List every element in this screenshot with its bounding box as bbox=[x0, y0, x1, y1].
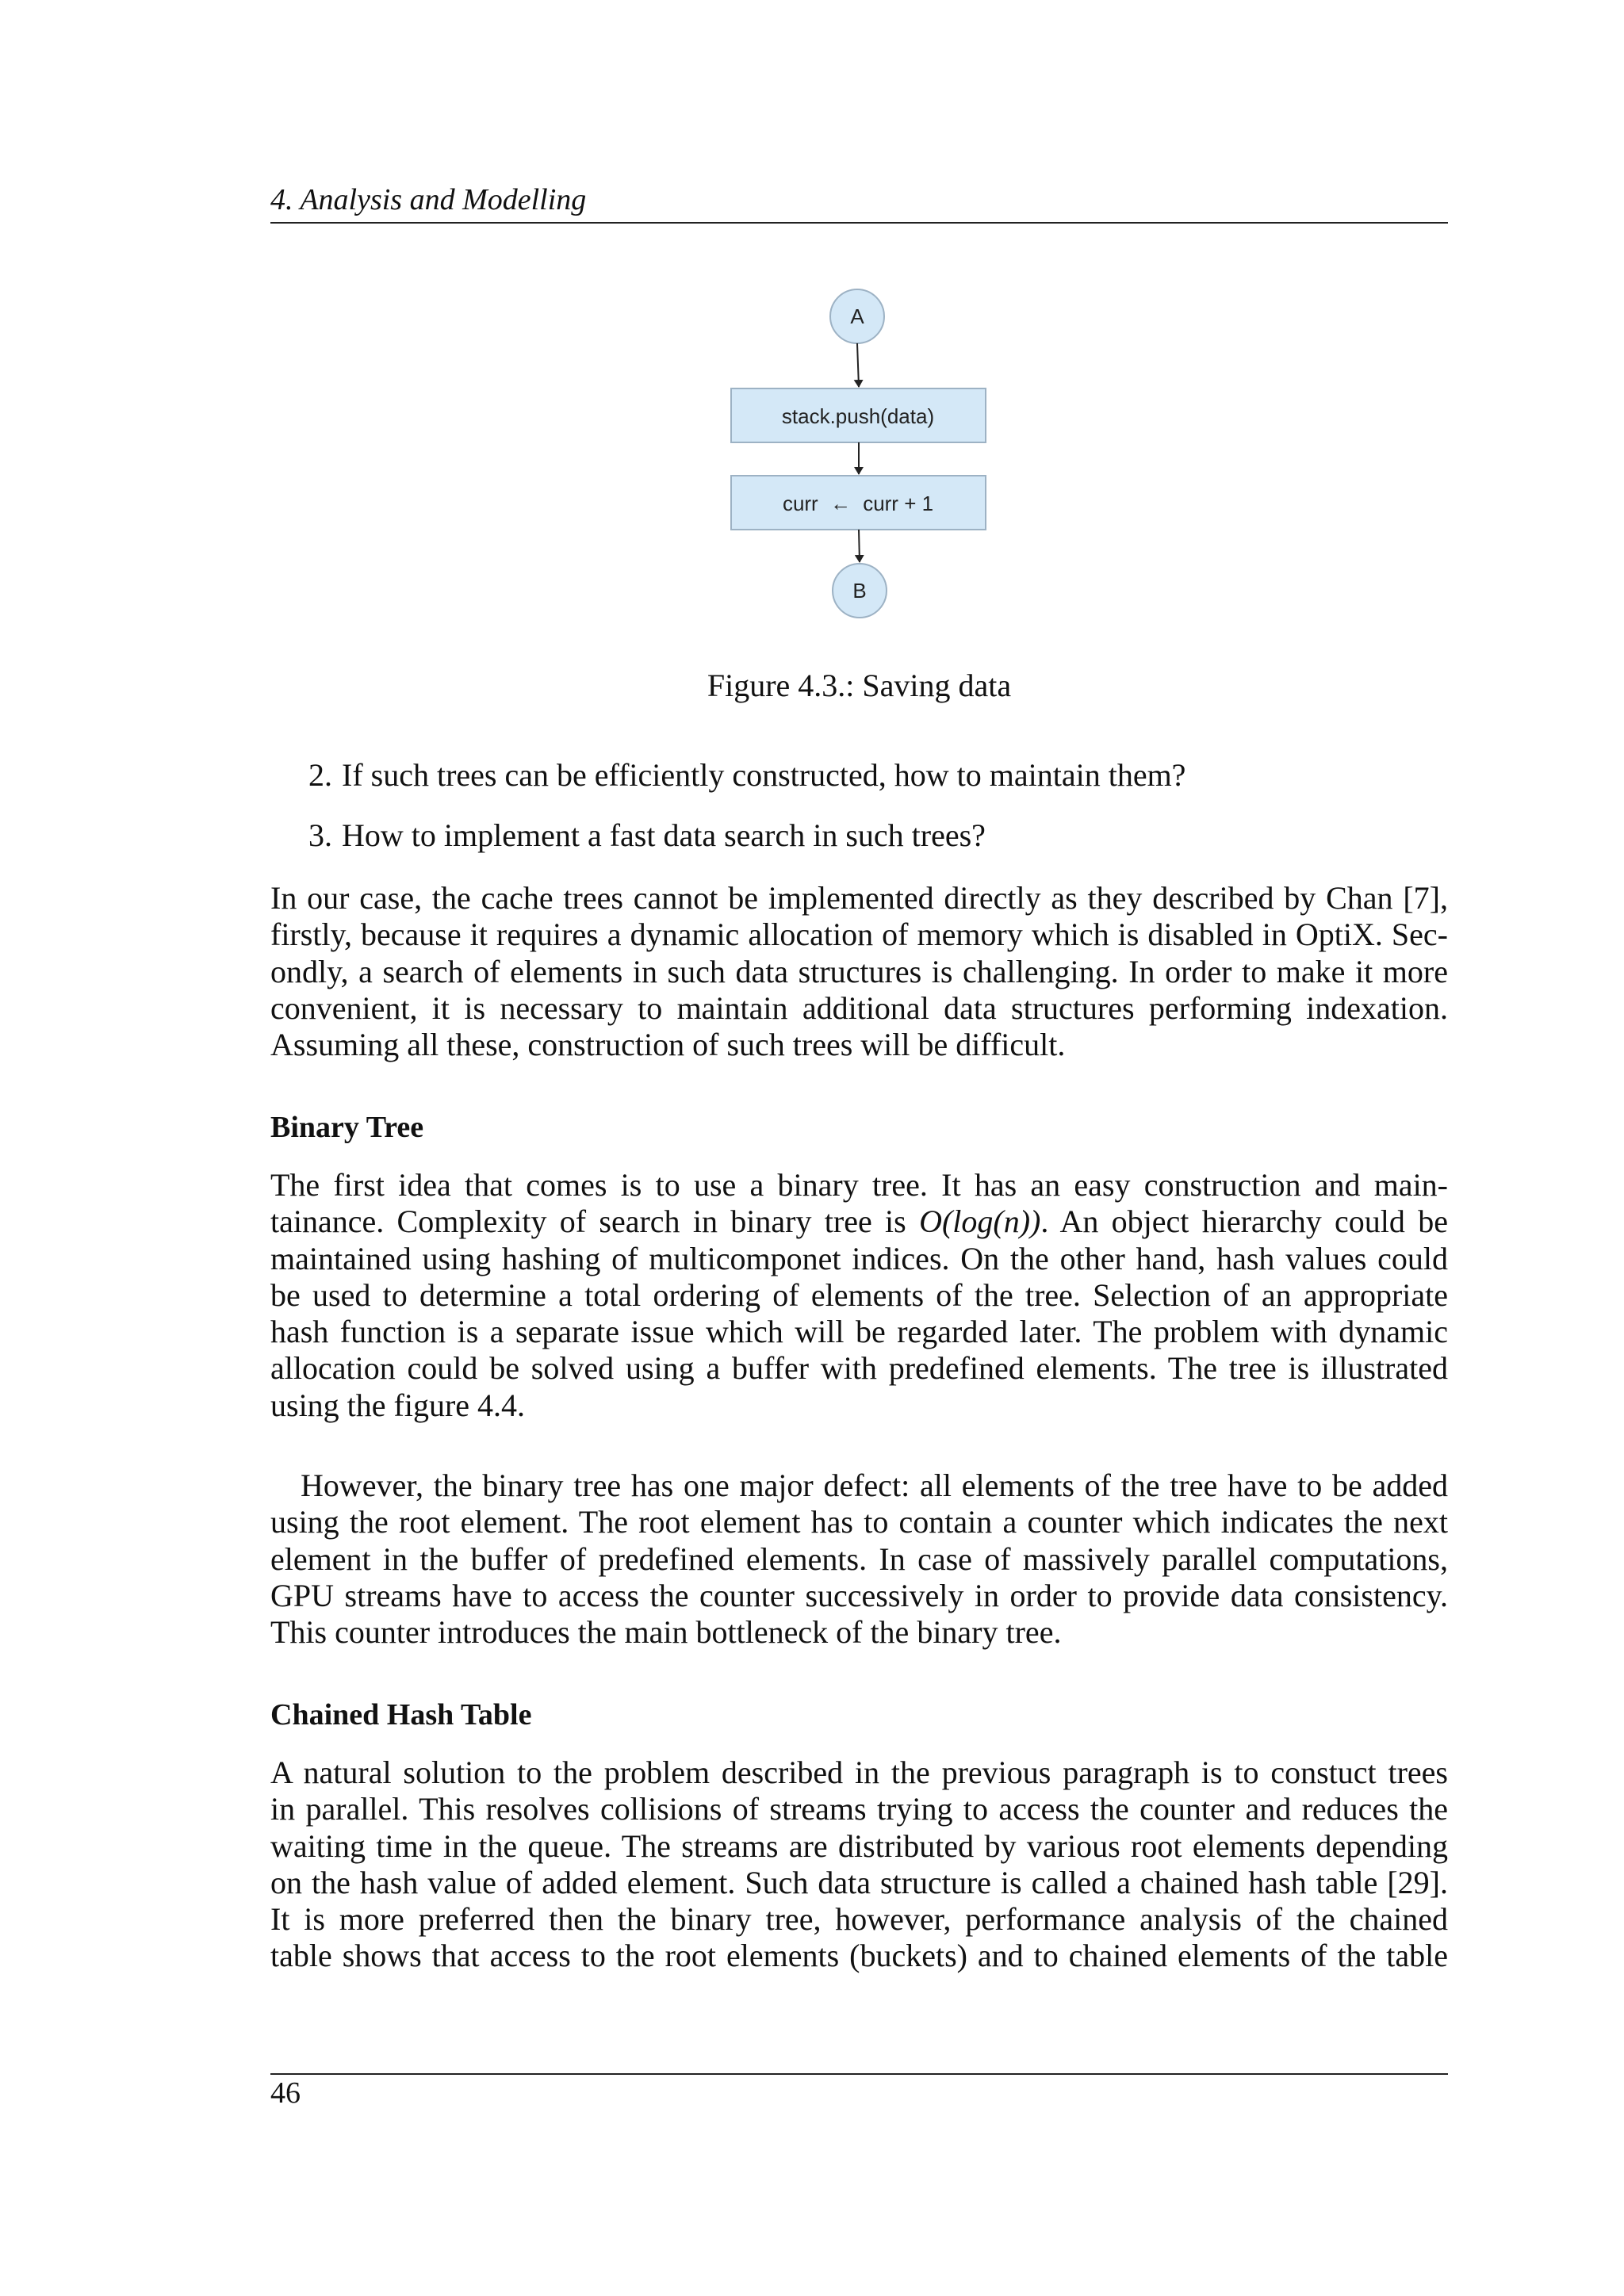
list-number: 2. bbox=[308, 757, 332, 793]
list-text: If such trees can be efficiently constructed, how to maintain them? bbox=[342, 757, 1186, 793]
paragraph-binary-tree bbox=[270, 1167, 1448, 1424]
edge-increment-to-b bbox=[859, 530, 860, 562]
edge-a-to-push bbox=[857, 343, 859, 387]
text-line: using the figure 4.4. bbox=[270, 1387, 526, 1423]
figure-caption: Figure 4.3.: Saving data bbox=[707, 668, 1012, 703]
text-line: in parallel. This resolves collisions of streams trying to access the counter and reduces the bbox=[270, 1791, 1448, 1827]
heading-chained-hash-table: Chained Hash Table bbox=[270, 1698, 532, 1732]
text-line: maintained using hashing of multicomponet indices. On the other hand, hash values could bbox=[270, 1240, 1448, 1276]
text-line: In our case, the cache trees cannot be implemented directly as they described by Chan [7], bbox=[270, 880, 1448, 916]
node-a-label: A bbox=[850, 304, 864, 328]
paragraph-chained-hash-table bbox=[270, 1755, 1448, 1975]
text-line: table shows that access to the root elements (buckets) and to chained elements of the table bbox=[270, 1938, 1448, 1974]
text-line: Assuming all these, construction of such trees will be difficult. bbox=[270, 1027, 1066, 1063]
flowchart-svg bbox=[698, 274, 1031, 638]
flowchart-figure bbox=[698, 274, 1031, 638]
curr-left-text: curr bbox=[782, 492, 818, 515]
text-line: ondly, a search of elements in such data structures is challenging. In order to make it more bbox=[270, 953, 1448, 989]
big-o-formula: O(log(n)) bbox=[919, 1203, 1041, 1240]
list-item bbox=[270, 757, 1448, 794]
question-list bbox=[270, 757, 1448, 878]
text-line: GPU streams have to access the counter successively in order to provide data consistency. bbox=[270, 1577, 1448, 1613]
text-line: element in the buffer of predefined elements. In case of massively parallel computations, bbox=[270, 1540, 1448, 1577]
text-segment: . An object hierarchy could be bbox=[1040, 1203, 1448, 1240]
assign-arrow-text: ← bbox=[829, 492, 851, 515]
paragraph-binary-tree-defect bbox=[270, 1468, 1448, 1651]
text-line: allocation could be solved using a buffer with predefined elements. The tree is illustrated bbox=[270, 1350, 1448, 1387]
node-curr-increment bbox=[731, 476, 986, 530]
paragraph-cache-trees bbox=[270, 880, 1448, 1063]
text-segment: tainance. Complexity of search in binary tree is bbox=[270, 1203, 920, 1240]
text-line: waiting time in the queue. The streams are distributed by various root elements depending bbox=[270, 1827, 1448, 1864]
text-line: However, the binary tree has one major defect: all elements of the tree have to be added bbox=[301, 1468, 1448, 1503]
running-header: 4. Analysis and Modelling bbox=[270, 179, 1448, 224]
node-b-label: B bbox=[852, 579, 867, 603]
text-line: be used to determine a total ordering of elements of the tree. Selection of an appropriate bbox=[270, 1276, 1448, 1313]
list-number: 3. bbox=[308, 817, 332, 853]
list-item bbox=[270, 817, 1448, 854]
page-number: 46 bbox=[270, 2076, 301, 2110]
text-line: using the root element. The root element has to contain a counter which indicates the next bbox=[270, 1504, 1448, 1540]
heading-binary-tree: Binary Tree bbox=[270, 1111, 424, 1144]
text-line: This counter introduces the main bottleneck of the binary tree. bbox=[270, 1614, 1062, 1651]
text-line-with-math bbox=[270, 1203, 1448, 1240]
text-line: A natural solution to the problem described in the previous paragraph is to constuct trees bbox=[270, 1755, 1448, 1790]
text-line: convenient, it is necessary to maintain additional data structures performing indexation. bbox=[270, 989, 1448, 1026]
curr-right-text: curr + 1 bbox=[863, 492, 934, 515]
text-line: firstly, because it requires a dynamic allocation of memory which is disabled in OptiX. Sec- bbox=[270, 916, 1448, 953]
text-line: The first idea that comes is to use a binary tree. It has an easy construction and main- bbox=[270, 1167, 1448, 1203]
footer-rule bbox=[270, 2073, 1448, 2075]
text-line: It is more preferred then the binary tree, however, performance analysis of the chained bbox=[270, 1901, 1448, 1938]
list-text: How to implement a fast data search in such trees? bbox=[342, 817, 986, 853]
text-line: on the hash value of added element. Such data structure is called a chained hash table [29]. bbox=[270, 1864, 1448, 1900]
node-stack-push-label: stack.push(data) bbox=[781, 404, 935, 428]
text-line: hash function is a separate issue which will be regarded later. The problem with dynamic bbox=[270, 1314, 1448, 1350]
